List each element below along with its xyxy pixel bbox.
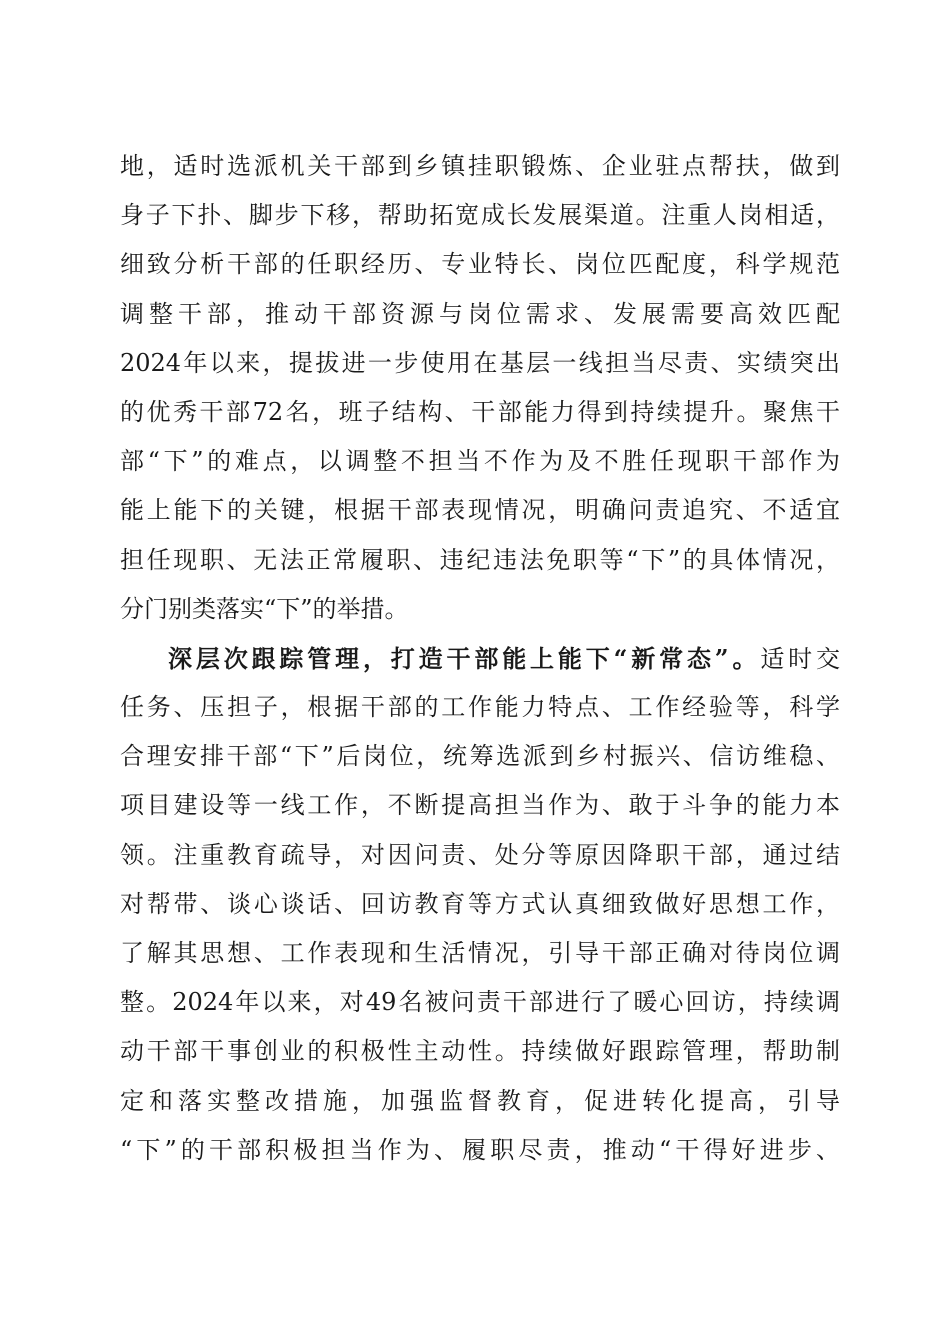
paragraph-line: 分门别类落实“下”的举措。 <box>120 594 409 623</box>
paragraph-line: 项目建设等一线工作，不断提高担当作为、敢于斗争的能力本 <box>120 791 840 820</box>
paragraph-line: 合理安排干部“下”后岗位，统筹选派到乡村振兴、信访维稳、 <box>120 742 840 771</box>
paragraph-line: 领。注重教育疏导，对因问责、处分等原因降职干部，通过结 <box>120 840 840 869</box>
paragraph-line: 调整干部，推动干部资源与岗位需求、发展需要高效匹配 <box>120 299 840 328</box>
paragraph-line: “下”的干部积极担当作为、履职尽责，推动“干得好进步、 <box>120 1135 840 1164</box>
paragraph-line: 的优秀干部72名，班子结构、干部能力得到持续提升。聚焦干 <box>120 397 840 426</box>
paragraph-text: 适时交 <box>760 644 841 673</box>
paragraph-2-first-line <box>120 634 840 683</box>
document-body <box>120 142 840 1175</box>
paragraph-line: 细致分析干部的任职经历、专业特长、岗位匹配度，科学规范 <box>120 250 840 279</box>
paragraph-line: 担任现职、无法正常履职、违纪违法免职等“下”的具体情况， <box>120 545 840 574</box>
paragraph-heading: 深层次跟踪管理，打造干部能上能下“新常态”。 <box>168 643 761 673</box>
paragraph-line: 动干部干事创业的积极性主动性。持续做好跟踪管理，帮助制 <box>120 1037 840 1066</box>
paragraph-line: 对帮带、谈心谈话、回访教育等方式认真细致做好思想工作， <box>120 889 840 918</box>
paragraph-line: 能上能下的关键，根据干部表现情况，明确问责追究、不适宜 <box>120 496 840 525</box>
paragraph-line: 地，适时选派机关干部到乡镇挂职锻炼、企业驻点帮扶，做到 <box>120 152 840 180</box>
paragraph-line: 了解其思想、工作表现和生活情况，引导干部正确对待岗位调 <box>120 939 840 967</box>
paragraph-line: 身子下扑、脚步下移，帮助拓宽成长发展渠道。注重人岗相适， <box>120 201 840 230</box>
paragraph-line: 任务、压担子，根据干部的工作能力特点、工作经验等，科学 <box>120 693 840 722</box>
paragraph-line: 部“下”的难点，以调整不担当不作为及不胜任现职干部作为 <box>120 447 840 476</box>
paragraph-line: 2024年以来，提拔进一步使用在基层一线担当尽责、实绩突出 <box>120 348 840 377</box>
paragraph-line: 整。2024年以来，对49名被问责干部进行了暖心回访，持续调 <box>120 988 840 1017</box>
paragraph-line: 定和落实整改措施，加强监督教育，促进转化提高，引导 <box>120 1086 840 1115</box>
